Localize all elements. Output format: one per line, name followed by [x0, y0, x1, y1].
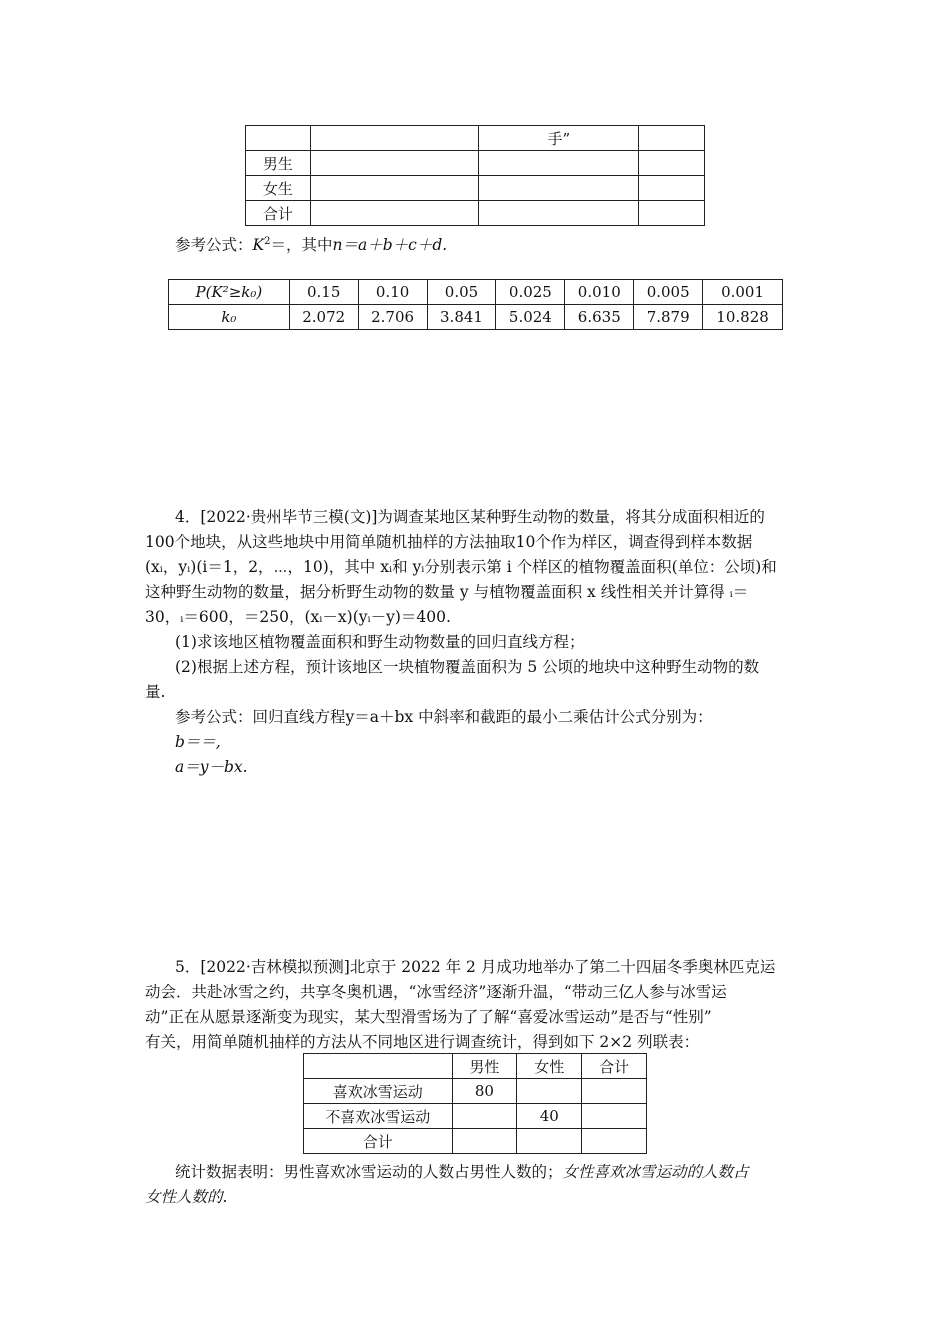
table-cell: 手”	[479, 126, 639, 151]
table-cell: 10.828	[703, 305, 783, 330]
table-cell: 0.15	[289, 280, 358, 305]
table-cell	[310, 126, 479, 151]
table-cell: 0.05	[427, 280, 496, 305]
critical-value-table	[168, 279, 783, 330]
table-row	[304, 1054, 647, 1079]
table-cell: 40	[517, 1104, 582, 1129]
q5-stat-c: 女性人数的.	[145, 1188, 228, 1206]
table-cell	[639, 151, 705, 176]
table-header-cell: 女性	[517, 1054, 582, 1079]
table-cell: 3.841	[427, 305, 496, 330]
table-header-cell: 合计	[582, 1054, 647, 1079]
table-row	[169, 305, 783, 330]
formula-prefix: 参考公式：	[175, 236, 253, 255]
table-cell	[517, 1129, 582, 1154]
table-row-label: 喜欢冰雪运动	[304, 1079, 453, 1104]
formula-sup: 2	[264, 236, 271, 247]
table-cell: 女生	[246, 176, 311, 201]
table-cell: 合计	[246, 201, 311, 226]
q5-line-4: 有关，用简单随机抽样的方法从不同地区进行调查统计，得到如下 2×2 列联表：	[145, 1033, 700, 1051]
table-row	[246, 151, 705, 176]
table-row	[246, 201, 705, 226]
q5-line-3: 动”正在从愿景逐渐变为现实，某大型滑雪场为了了解“喜爱冰雪运动”是否与“性别”	[145, 1008, 712, 1026]
table-row-label: k₀	[169, 305, 290, 330]
table-row	[304, 1104, 647, 1129]
q4-b-formula: b＝＝,	[175, 733, 221, 751]
q5-line-1: 5．[2022·吉林模拟预测]北京于 2022 年 2 月成功地举办了第二十四届冬季奥林匹克运	[175, 958, 776, 976]
table-cell	[310, 176, 479, 201]
q4-line-1: 4．[2022·贵州毕节三模(文)]为调查某地区某种野生动物的数量，将其分成面积相近的	[175, 508, 765, 526]
q4-part-1: (1)求该地区植物覆盖面积和野生动物数量的回归直线方程；	[175, 633, 585, 651]
formula-expr: n＝a＋b＋c＋d.	[332, 236, 448, 255]
table-row	[246, 126, 705, 151]
q4-part-2b: 量.	[145, 683, 166, 701]
q4-line-4: 这种野生动物的数量，据分析野生动物的数量 y 与植物覆盖面积 x 线性相关并计算得 ᵢ＝	[145, 583, 749, 601]
q5-stat-a: 统计数据表明：男性喜欢冰雪运动的人数占男性人数的；	[175, 1163, 563, 1181]
table-cell	[246, 126, 311, 151]
table-row-label: 不喜欢冰雪运动	[304, 1104, 453, 1129]
table-cell	[452, 1104, 517, 1129]
table-cell	[304, 1054, 453, 1079]
table-row	[304, 1129, 647, 1154]
table-cell: 5.024	[496, 305, 565, 330]
table-cell: 2.072	[289, 305, 358, 330]
table-cell: 0.005	[634, 280, 703, 305]
table-cell	[639, 126, 705, 151]
q4-a-formula: a＝y－bx.	[175, 758, 248, 776]
q4-part-2a: (2)根据上述方程，预计该地区一块植物覆盖面积为 5 公顷的地块中这种野生动物的数	[175, 658, 760, 676]
table-cell: 0.001	[703, 280, 783, 305]
table-cell	[310, 201, 479, 226]
table-cell: 男生	[246, 151, 311, 176]
q5-stat-b: 女性喜欢冰雪运动的人数占	[562, 1163, 749, 1181]
reference-formula-1	[175, 229, 807, 258]
table-cell	[639, 201, 705, 226]
table-cell	[639, 176, 705, 201]
table-header-cell: 男性	[452, 1054, 517, 1079]
table-cell	[479, 176, 639, 201]
table-cell	[479, 201, 639, 226]
q4-line-2: 100个地块，从这些地块中用简单随机抽样的方法抽取10个作为样区，调查得到样本数据	[145, 533, 753, 551]
q4-reference: 参考公式：回归直线方程y＝a＋bx 中斜率和截距的最小二乘估计公式分别为：	[175, 708, 713, 726]
table-cell: 2.706	[358, 305, 427, 330]
table-cell	[517, 1079, 582, 1104]
gender-table	[245, 125, 705, 226]
table-cell: 0.010	[565, 280, 634, 305]
table-cell	[582, 1104, 647, 1129]
table-cell	[582, 1129, 647, 1154]
table-cell	[582, 1079, 647, 1104]
table-cell: 0.10	[358, 280, 427, 305]
table-row-label: P(K²≥k₀)	[169, 280, 290, 305]
table-row	[304, 1079, 647, 1104]
q4-line-5: 30，ᵢ＝600，＝250，(xᵢ－x)(yᵢ－y)＝400.	[145, 608, 451, 626]
q5-line-2: 动会．共赴冰雪之约，共享冬奥机遇，“冰雪经济”逐渐升温，“带动三亿人参与冰雪运	[145, 983, 727, 1001]
formula-k: K	[252, 236, 265, 255]
contingency-table	[303, 1053, 647, 1154]
table-row	[169, 280, 783, 305]
table-cell	[310, 151, 479, 176]
q5-stat-line	[175, 1160, 807, 1185]
table-row	[246, 176, 705, 201]
table-cell: 0.025	[496, 280, 565, 305]
table-cell: 6.635	[565, 305, 634, 330]
table-row-label: 合计	[304, 1129, 453, 1154]
table-cell: 80	[452, 1079, 517, 1104]
formula-mid: ＝，其中	[270, 236, 333, 255]
table-cell	[452, 1129, 517, 1154]
table-cell	[479, 151, 639, 176]
table-cell: 7.879	[634, 305, 703, 330]
q4-line-3: (xᵢ，yᵢ)(i＝1，2，⋯，10)，其中 xᵢ和 yᵢ分别表示第 i 个样区的植物覆盖面积(单位：公顷)和	[145, 558, 777, 576]
